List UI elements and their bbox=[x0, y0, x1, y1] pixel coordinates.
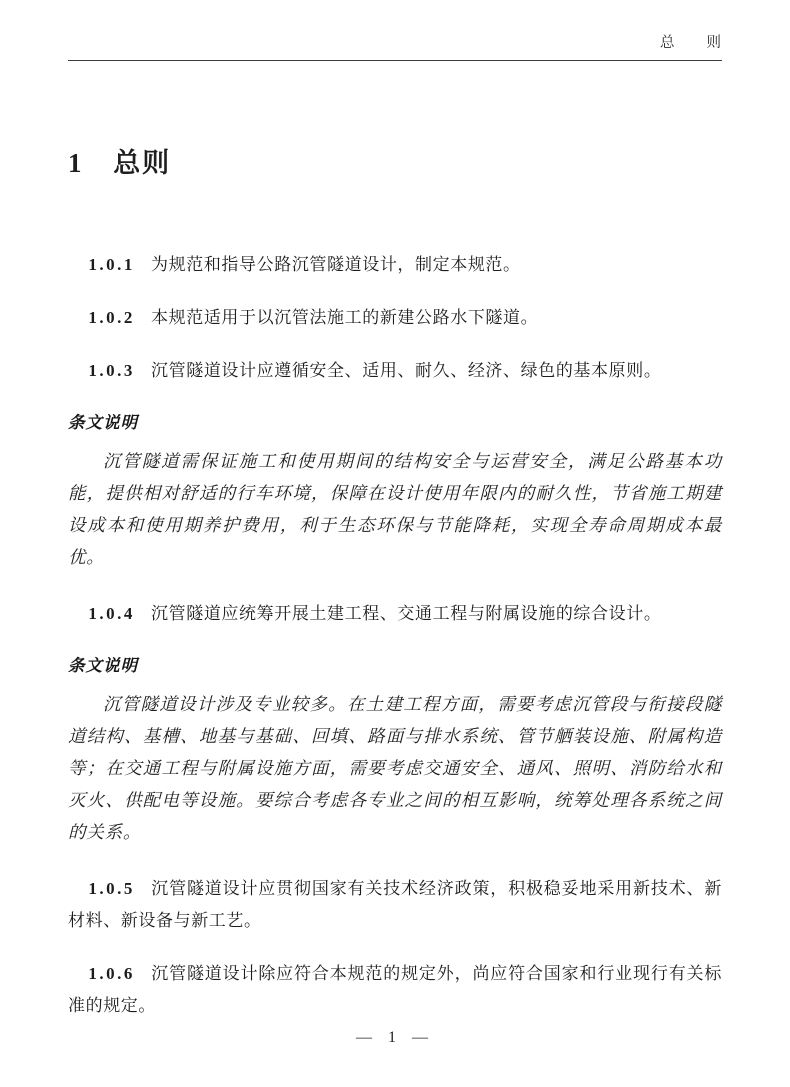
note-heading: 条文说明 bbox=[68, 656, 138, 675]
chapter-number: 1 bbox=[68, 148, 84, 178]
clause-1-0-6 bbox=[68, 958, 722, 1022]
clause-1-0-4 bbox=[68, 598, 722, 630]
clause-number: 1.0.5 bbox=[88, 879, 135, 898]
clause-number: 1.0.3 bbox=[88, 361, 135, 380]
clause-text: 本规范适用于以沉管法施工的新建公路水下隧道。 bbox=[151, 308, 539, 327]
clause-text: 沉管隧道设计应贯彻国家有关技术经济政策，积极稳妥地采用新技术、新材料、新设备与新工艺。 bbox=[68, 879, 722, 930]
explanatory-note-1 bbox=[68, 408, 722, 573]
chapter-title-text: 总则 bbox=[113, 148, 172, 178]
page-number: — 1 — bbox=[356, 1029, 434, 1046]
running-header-text: 总 则 bbox=[660, 35, 722, 51]
clause-number: 1.0.4 bbox=[88, 604, 135, 623]
chapter-title bbox=[68, 143, 722, 183]
document-body bbox=[68, 249, 722, 1022]
clause-text: 沉管隧道设计应遵循安全、适用、耐久、经济、绿色的基本原则。 bbox=[151, 361, 662, 380]
note-heading: 条文说明 bbox=[68, 413, 138, 432]
clause-number: 1.0.2 bbox=[88, 308, 135, 327]
clause-text: 为规范和指导公路沉管隧道设计，制定本规范。 bbox=[151, 255, 521, 274]
note-text: 沉管隧道需保证施工和使用期间的结构安全与运营安全，满足公路基本功能，提供相对舒适的行车环境，保障在设计使用年限内的耐久性，节省施工期建设成本和使用期养护费用，利于生态环保与节能降耗，实现全寿命周期成本最优。 bbox=[68, 451, 722, 567]
explanatory-note-2 bbox=[68, 651, 722, 848]
clause-number: 1.0.1 bbox=[88, 255, 135, 274]
running-header bbox=[68, 0, 722, 53]
clause-text: 沉管隧道应统筹开展土建工程、交通工程与附属设施的综合设计。 bbox=[151, 604, 662, 623]
clause-1-0-1 bbox=[68, 249, 722, 281]
clause-1-0-5 bbox=[68, 873, 722, 937]
clause-1-0-3 bbox=[68, 355, 722, 387]
clause-1-0-2 bbox=[68, 302, 722, 334]
clause-text: 沉管隧道设计除应符合本规范的规定外，尚应符合国家和行业现行有关标准的规定。 bbox=[68, 964, 722, 1015]
page-footer bbox=[0, 1029, 790, 1047]
clause-number: 1.0.6 bbox=[88, 964, 135, 983]
page-header bbox=[68, 0, 722, 61]
note-text: 沉管隧道设计涉及专业较多。在土建工程方面，需要考虑沉管段与衔接段隧道结构、基槽、地基与基础、回填、路面与排水系统、管节舾装设施、附属构造等；在交通工程与附属设施方面，需要考虑交通安全、通风、照明、消防给水和灭火、供配电等设施。要综合考虑各专业之间的相互影响，统筹处理各系统之间的关系。 bbox=[68, 694, 722, 842]
header-rule bbox=[68, 60, 722, 61]
